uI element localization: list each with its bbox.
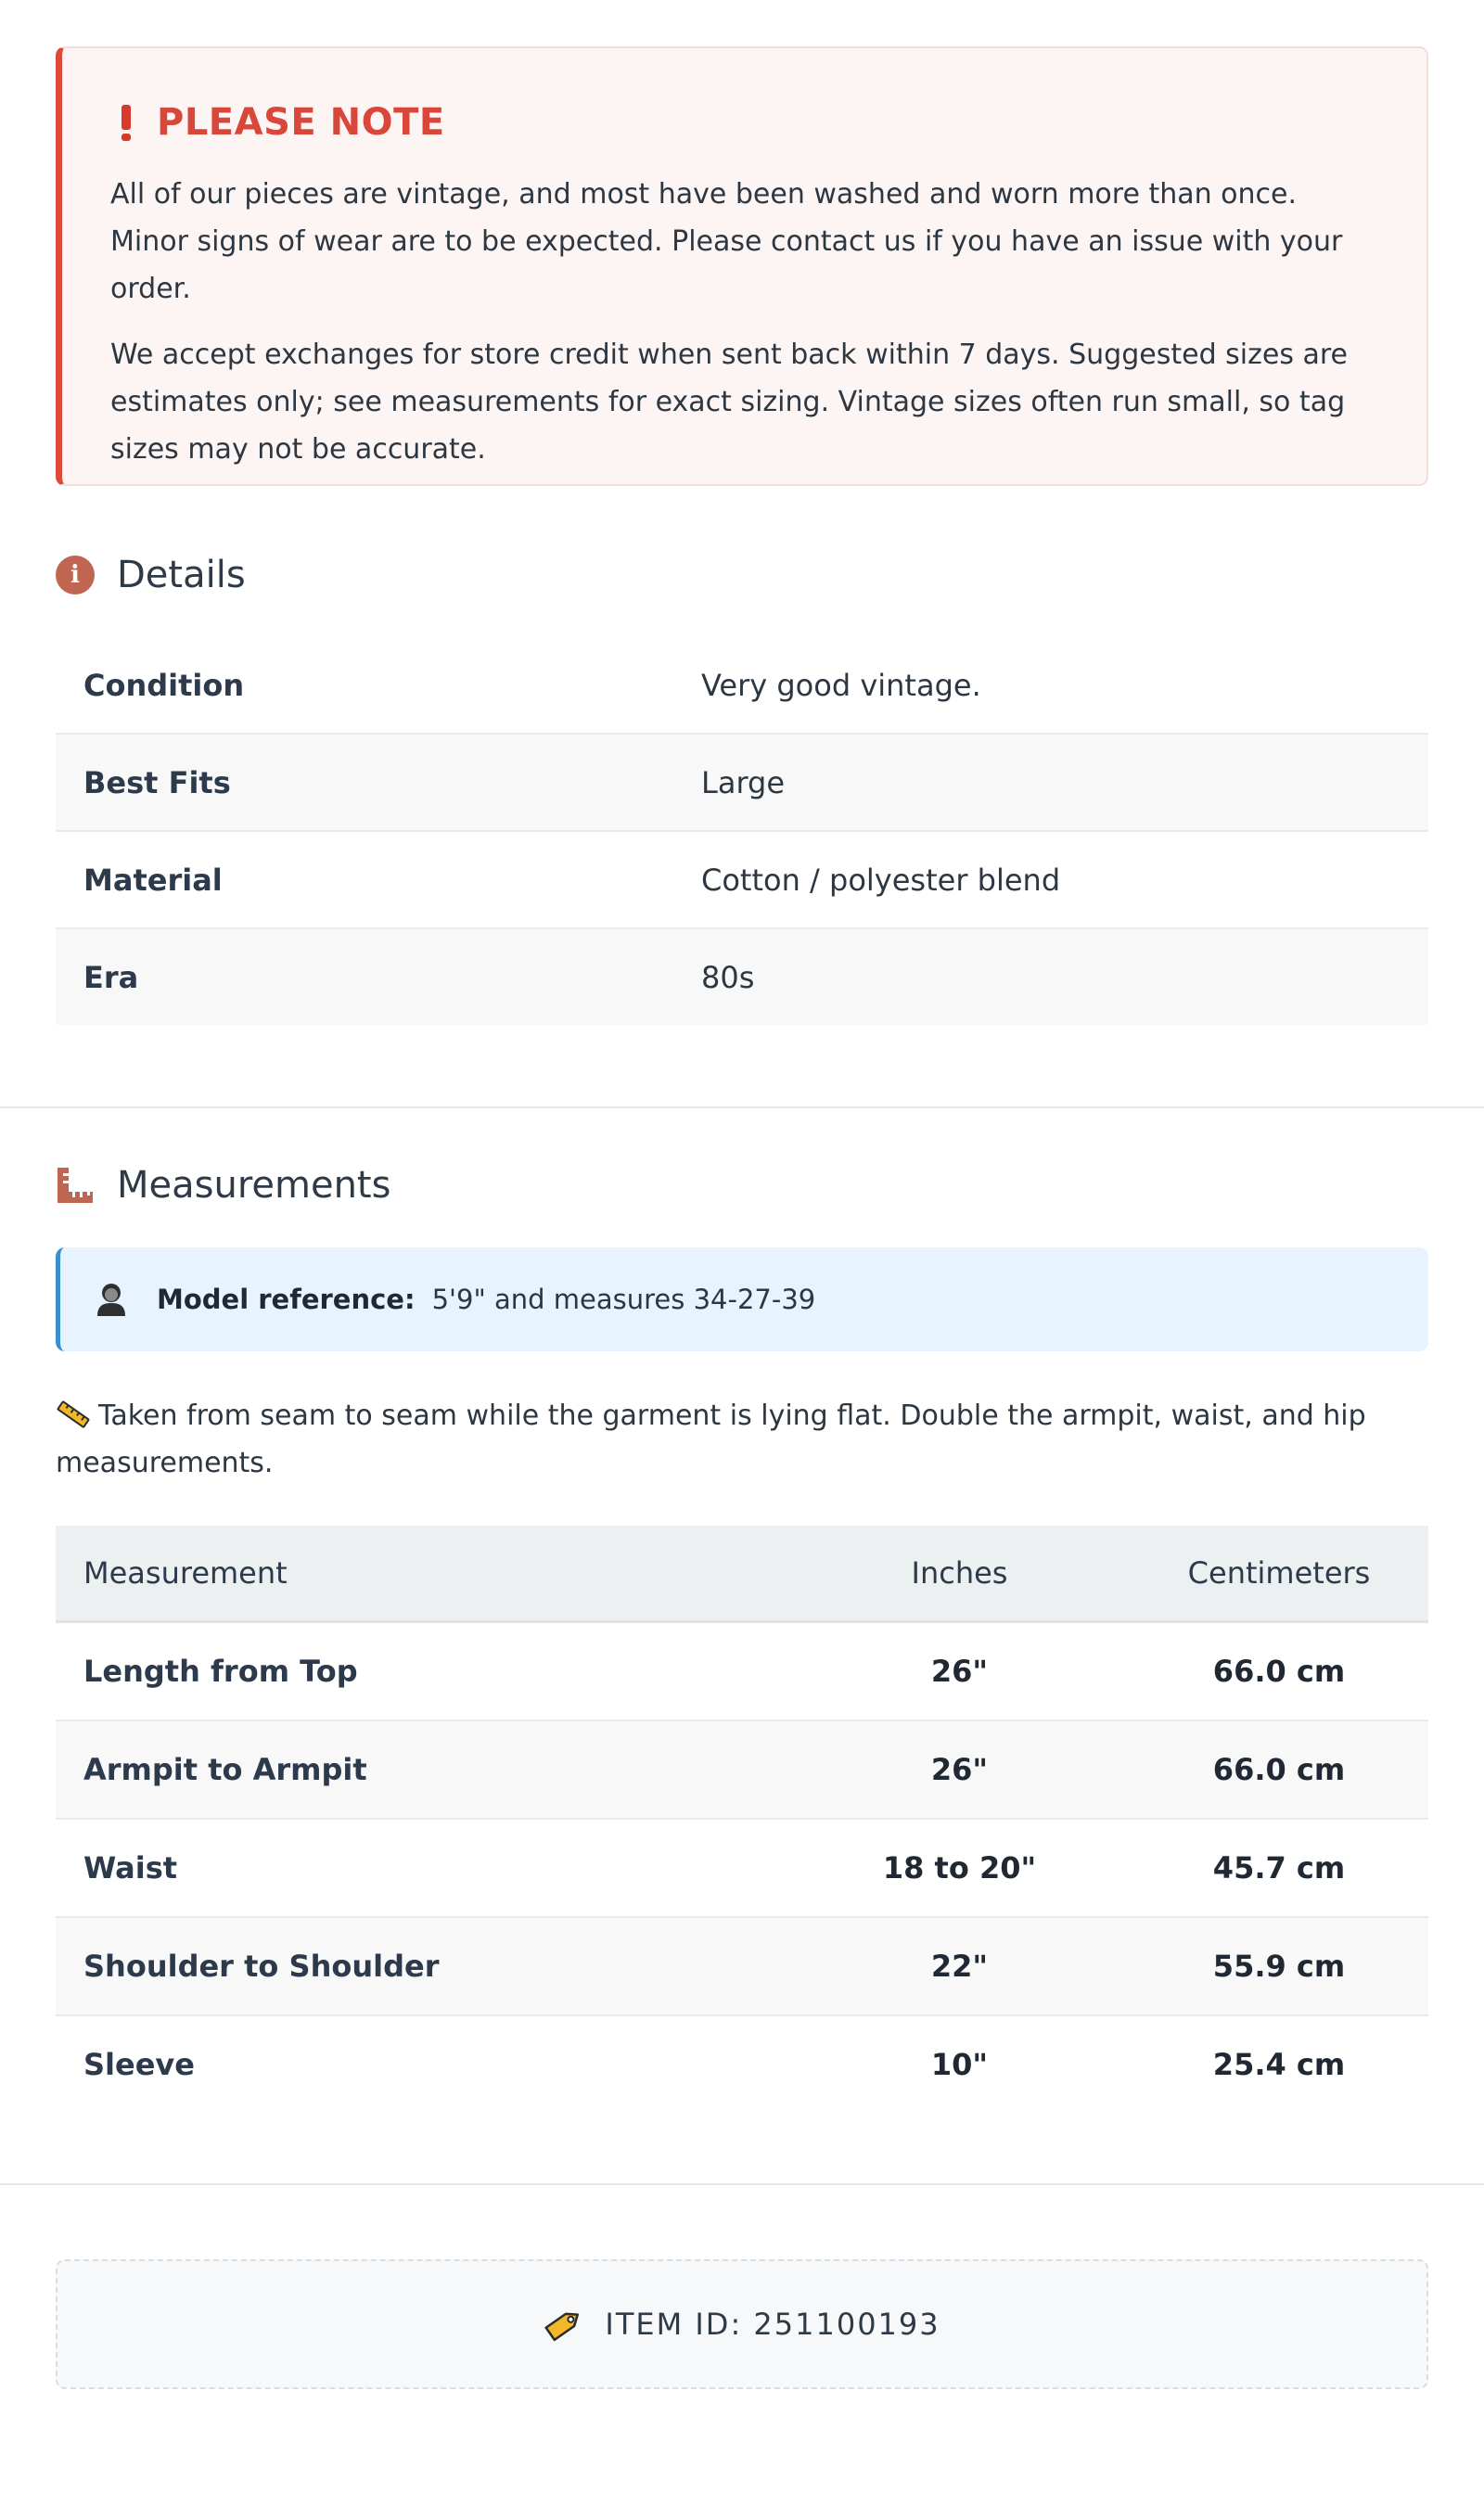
ruler-icon [56, 1166, 95, 1205]
table-row [56, 734, 1428, 831]
measurements-heading [56, 1164, 1428, 1207]
measurement-name: Sleeve [83, 2047, 195, 2082]
notice-paragraph: We accept exchanges for store credit when sent back within 7 days. Suggested sizes are estimates only; see measurements for exact sizing. Vintage sizes often run small, so tag sizes may not be accurate. [110, 339, 1349, 466]
measurement-inches: 22" [789, 1917, 1130, 2015]
please-note-box [56, 46, 1428, 486]
details-table [56, 637, 1428, 1025]
table-row [56, 831, 1428, 928]
detail-key: Best Fits [56, 734, 673, 831]
column-header: Centimeters [1130, 1526, 1428, 1622]
table-row [56, 1720, 1428, 1819]
model-reference-value: 5'9" and measures 34-27-39 [431, 1284, 816, 1315]
measurement-inches: 26" [789, 1720, 1130, 1819]
measurement-cm: 55.9 cm [1130, 1917, 1428, 2015]
section-divider [0, 2183, 1484, 2185]
notice-header [110, 101, 1380, 144]
measurement-inches: 10" [930, 2047, 989, 2082]
section-divider [0, 1106, 1484, 1108]
measurements-table [56, 1526, 1428, 2113]
measurement-name: Armpit to Armpit [56, 1720, 789, 1819]
table-row [56, 1819, 1428, 1917]
measurement-cm: 25.4 cm [1212, 2047, 1346, 2082]
exclamation-icon [122, 105, 131, 140]
table-row [56, 2015, 1428, 2113]
detail-key: Condition [56, 637, 673, 734]
measurement-note [56, 1392, 1428, 1487]
notice-paragraph: All of our pieces are vintage, and most have been washed and worn more than once. Minor signs of wear are to be expected. Please contact us if you have an issue with your order. [110, 178, 1343, 305]
detail-key: Material [56, 831, 673, 928]
measurement-inches: 26" [789, 1622, 1130, 1721]
details-title: Details [117, 554, 246, 596]
item-id-text: ITEM ID: 251100193 [605, 2307, 940, 2342]
info-icon: i [56, 556, 95, 594]
model-reference [56, 1247, 1428, 1351]
detail-value: 80s [673, 928, 1428, 1025]
measurements-title: Measurements [117, 1164, 391, 1207]
details-heading [56, 554, 1428, 596]
measurement-inches: 18 to 20" [789, 1819, 1130, 1917]
detail-value: Large [673, 734, 1428, 831]
table-row [56, 1622, 1428, 1721]
tag-icon [544, 2306, 584, 2343]
table-row [56, 637, 1428, 734]
table-header-row [56, 1526, 1428, 1622]
measurement-name: Waist [56, 1819, 789, 1917]
model-reference-label: Model reference: [157, 1284, 416, 1315]
column-header: Measurement [56, 1526, 789, 1622]
measurement-cm: 66.0 cm [1130, 1720, 1428, 1819]
table-row [56, 928, 1428, 1025]
measurement-name: Shoulder to Shoulder [56, 1917, 789, 2015]
table-row [56, 1917, 1428, 2015]
measurement-cm: 66.0 cm [1130, 1622, 1428, 1721]
measurement-note-text: Taken from seam to seam while the garment is lying flat. Double the armpit, waist, and hip measurements. [56, 1400, 1366, 1479]
measurement-cm: 45.7 cm [1130, 1819, 1428, 1917]
detail-value: Very good vintage. [673, 637, 1428, 734]
person-icon [96, 1282, 127, 1317]
item-id-box [56, 2259, 1428, 2389]
detail-value: Cotton / polyester blend [673, 831, 1428, 928]
pencil-icon [56, 1399, 91, 1430]
column-header: Inches [789, 1526, 1130, 1622]
measurement-name: Length from Top [56, 1622, 789, 1721]
detail-key: Era [56, 928, 673, 1025]
notice-title: PLEASE NOTE [157, 101, 445, 144]
